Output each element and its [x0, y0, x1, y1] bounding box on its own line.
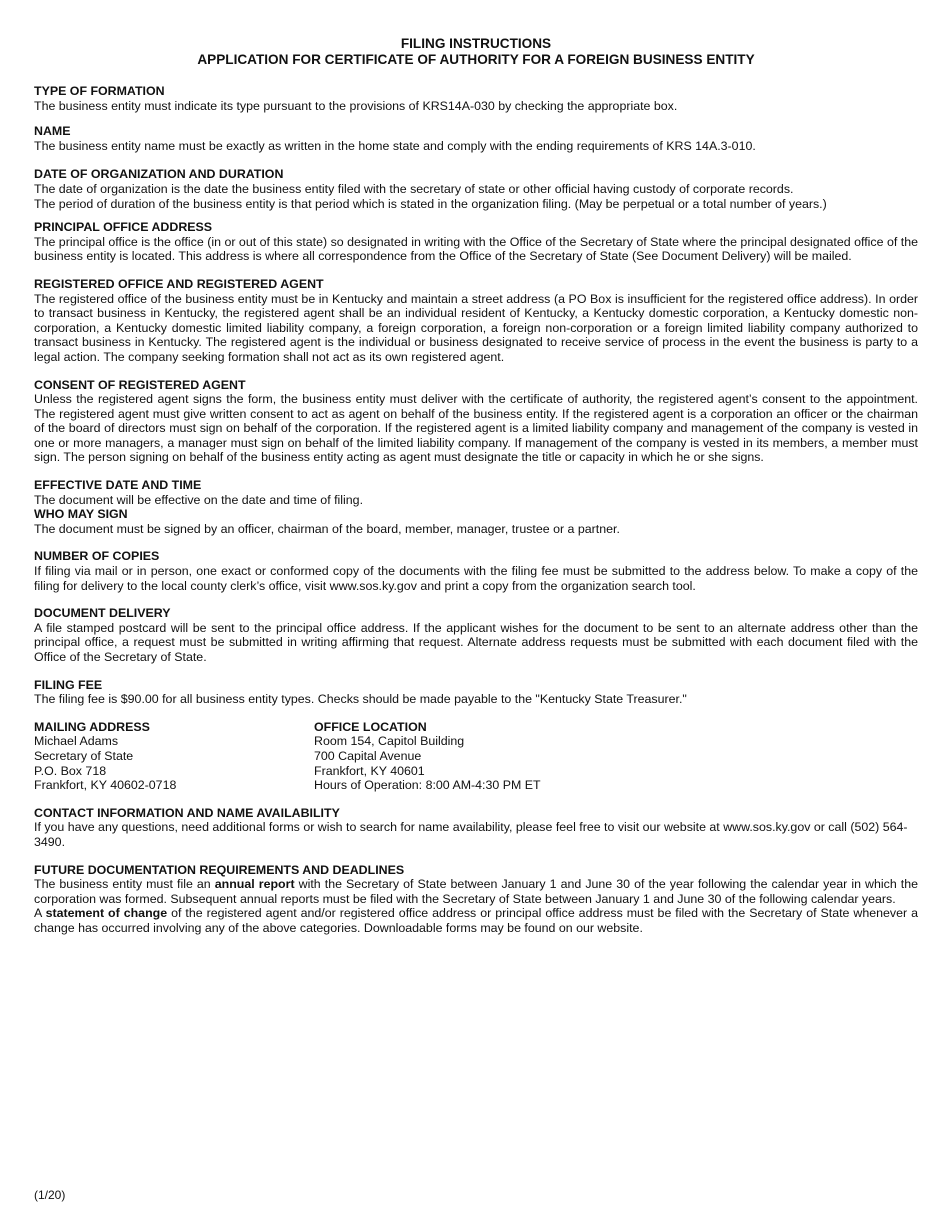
text-run: The business entity must file an [34, 877, 215, 892]
document-title-line-1: FILING INSTRUCTIONS [400, 36, 552, 51]
statement-of-change-term: statement of change [45, 906, 168, 921]
text-run: of the registered agent and/or registered office address or principal office address must be filed with the Secretary of State whenever a change has occurred involving any of the above categories. Downloadable forms may be found on our website. [34, 906, 918, 935]
revision-code: (1/20) [34, 1188, 66, 1202]
section-date-of-organization [34, 167, 918, 211]
mailing-address [34, 720, 314, 793]
section-effective-date [34, 478, 918, 507]
section-text: The registered office of the business entity must be in Kentucky and maintain a street address (a PO Box is insufficient for the registered office address). In order to transact business in Kentucky, the registered agent shall be an individual resident of Kentucky, a Kentucky domestic corporation, a Kentucky domestic non-corporation, a Kentucky domestic limited liability company, a foreign corporation, a foreign non-corporation or a foreign limited liability company authorized to transact business in Kentucky. The registered agent is the individual or business designated to receive service of process in the event the business is party to a legal action. The company seeking formation shall not act as its own registered agent. [34, 291, 918, 364]
mailing-address-line: Frankfort, KY 40602-0718 [34, 778, 177, 793]
mailing-address-line: Secretary of State [34, 748, 134, 763]
section-text: The filing fee is $90.00 for all business entity types. Checks should be made payable to the "Kentucky State Treasurer." [34, 692, 687, 707]
office-location-line: Room 154, Capitol Building [314, 734, 465, 749]
section-type-of-formation [34, 84, 918, 113]
mailing-address-line: Michael Adams [34, 734, 119, 749]
text-run: A [34, 906, 46, 921]
section-text: The business entity must indicate its type pursuant to the provisions of KRS14A-030 by checking the appropriate box. [34, 98, 678, 113]
section-future-requirements [34, 863, 918, 936]
section-heading: NUMBER OF COPIES [34, 549, 160, 564]
section-principal-office [34, 220, 918, 264]
section-number-of-copies [34, 549, 918, 593]
section-text: The date of organization is the date the business entity filed with the secretary of state or other official having custody of corporate records. [34, 181, 794, 196]
section-heading: FUTURE DOCUMENTATION REQUIREMENTS AND DEADLINES [34, 862, 405, 877]
section-text: Unless the registered agent signs the form, the business entity must deliver with the certificate of authority, the registered agent’s consent to the appointment. The registered agent must give written consent to act as agent on behalf of the business entity. If the registered agent is a corporation an officer or the chairman of the board of directors must sign on behalf of the corporation. If the registered agent is a limited liability company and management of the company is vested in one or more managers, a manager must sign on behalf of the limited liability company. If management of the company is vested in its members, a member must sign. The person signing on behalf of the business entity acting as agent must designate the title or capacity in which he or she signs. [34, 392, 918, 465]
section-heading: EFFECTIVE DATE AND TIME [34, 478, 202, 493]
section-heading: FILING FEE [34, 677, 103, 692]
section-heading: TYPE OF FORMATION [34, 84, 165, 98]
section-filing-fee [34, 678, 918, 707]
office-location [314, 720, 714, 793]
section-heading: PRINCIPAL OFFICE ADDRESS [34, 220, 213, 235]
section-heading: WHO MAY SIGN [34, 507, 128, 522]
section-text: A file stamped postcard will be sent to the principal office address. If the applicant wishes for the document to be sent to an alternate address other than the principal office, a request must be submitted in writing affirming that request. Alternate address requests must be submitted with each document filed with the Office of the Secretary of State. [34, 620, 918, 664]
section-text: The principal office is the office (in or out of this state) so designated in writing with the Office of the Secretary of State where the principal designated office of the business entity is located. This address is where all correspondence from the Office of the Secretary of State (See Document Delivery) will be mailed. [34, 234, 918, 264]
section-text: The period of duration of the business entity is that period which is stated in the organization filing. (May be perpetual or a total number of years.) [34, 196, 827, 211]
section-heading: CONSENT OF REGISTERED AGENT [34, 377, 246, 392]
section-document-delivery [34, 606, 918, 664]
office-location-line: 700 Capital Avenue [314, 748, 422, 763]
section-name [34, 124, 918, 153]
mailing-address-line: P.O. Box 718 [34, 763, 107, 778]
section-contact-information [34, 806, 918, 850]
section-text: If you have any questions, need additional forms or wish to search for name availability, please feel free to visit our website at www.sos.ky.gov or call (502) 564-3490. [34, 820, 908, 849]
section-heading: DATE OF ORGANIZATION AND DURATION [34, 167, 284, 182]
annual-report-term: annual report [214, 877, 295, 892]
section-text: The document must be signed by an officer, chairman of the board, member, manager, trustee or a partner. [34, 521, 620, 536]
section-consent-of-registered-agent [34, 378, 918, 466]
section-text: The document will be effective on the date and time of filing. [34, 492, 364, 507]
section-heading: DOCUMENT DELIVERY [34, 606, 171, 621]
section-text: If filing via mail or in person, one exact or conformed copy of the documents with the filing fee must be submitted to the address below. To make a copy of the filing for delivery to the local county clerk’s office, visit www.sos.ky.gov and print a copy from the organization search tool. [34, 564, 918, 593]
section-heading: REGISTERED OFFICE AND REGISTERED AGENT [34, 276, 324, 291]
mailing-address-heading: MAILING ADDRESS [34, 719, 150, 734]
annual-report-paragraph [34, 877, 918, 906]
section-registered-office [34, 277, 918, 365]
document-page [34, 36, 918, 936]
section-heading: CONTACT INFORMATION AND NAME AVAILABILITY [34, 805, 340, 820]
section-heading: NAME [34, 124, 71, 139]
office-location-heading: OFFICE LOCATION [314, 719, 427, 734]
office-location-line: Hours of Operation: 8:00 AM-4:30 PM ET [314, 778, 541, 793]
office-location-line: Frankfort, KY 40601 [314, 763, 425, 778]
document-title-line-2: APPLICATION FOR CERTIFICATE OF AUTHORITY FOR A FOREIGN BUSINESS ENTITY [197, 52, 755, 67]
statement-of-change-paragraph [34, 906, 918, 935]
text-run: with the Secretary of State between January 1 and June 30 of the year following the calendar year in which the corporation was formed. Subsequent annual reports must be filed with the Secretary of State between January 1 and June 30 of the following calendar years. [34, 877, 919, 906]
section-text: The business entity name must be exactly as written in the home state and comply with the ending requirements of KRS 14A.3-010. [34, 138, 756, 153]
section-who-may-sign [34, 507, 918, 536]
address-block [34, 720, 918, 793]
